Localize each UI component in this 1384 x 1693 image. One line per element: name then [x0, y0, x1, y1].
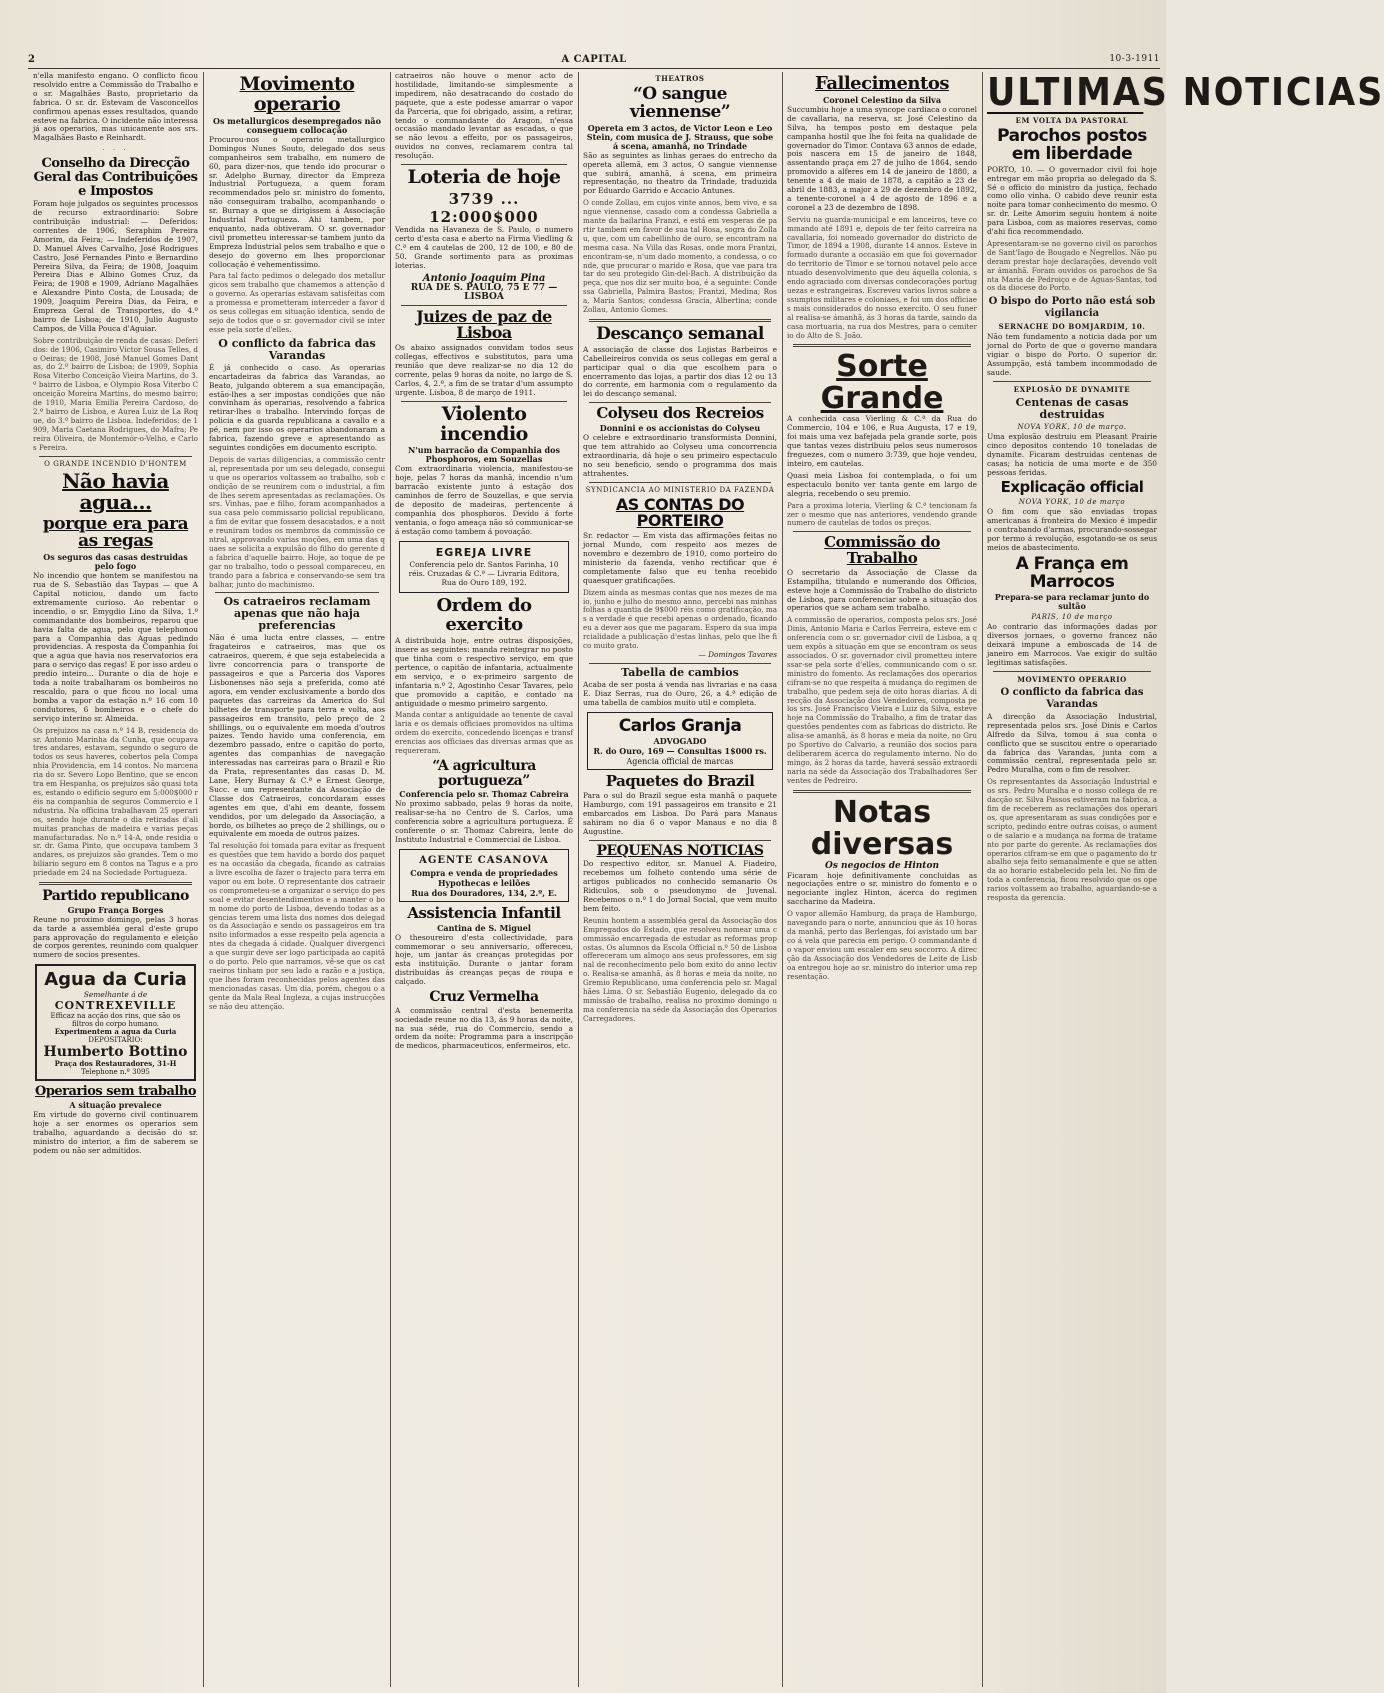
- article-title-bispo: O bispo do Porto não está sob vigilancia: [988, 296, 1156, 320]
- article-continuation: Serviu na guarda-municipal e em lanceiros, teve commando até 1891 e, depois de ter feito carreira na cavallaria, foi nomeado governador do districto de Timor, de 1894 a 1908, durante 14 annos. Esteve informado durante a occasião em que foi governador do territorio de Timor e se tornou notavel pelo accentuado desenvolvimento que deu áquella colonia, sendo agraciado com diversas condecorações portuguezas e estrangeiras. Escreveu varios livros sobre assumptos militares e coloniaes, e foi um dos officiaes mais considerados do nosso exercito. O seu funeral realisa-se ámanhã, ás 3 horas da tarde, saindo da casa mortuaria, na rua dos Mestres, para o cemiterio do Alto de S. João.: [787, 214, 977, 340]
- page-number: 2: [28, 54, 36, 65]
- article-title-incendio: Não havia agua...: [62, 468, 169, 514]
- ad-line: Efficaz na acção dos rins, que são os filtros do corpo humano.: [50, 1012, 181, 1029]
- divider: [993, 671, 1151, 672]
- ad-line: Experimentem a agua da Curia: [54, 1027, 177, 1037]
- ad-subtitle: ADVOGADO: [653, 736, 707, 747]
- ad-address: R. do Ouro, 169 — Consultas 1$000 rs.: [593, 746, 767, 757]
- lottery-address: RUA DE S. PAULO, 75 E 77 — LISBOA: [410, 282, 558, 302]
- column-5: [784, 72, 980, 1687]
- column-2: [206, 72, 388, 1687]
- article-subtitle-assistencia: Cantina de S. Miguel: [437, 922, 531, 933]
- article-title-incendio-violento: Violento incendio: [440, 402, 528, 445]
- article-continuation: Tal resolução foi tomada para evitar as frequentes questões que tem havido a bordo dos paquetes na occasião da chegada, ficando as catraias a livre escolha de fazer o trajecto para terra em vapor ou em bote. O representante dos catraeiros comprometeu-se a organizar o serviço do pessoal e evitar desentendimentos e a manter o bom nome do porto de Lisboa, devendo todas as agencias terem uma lista dos nomes dos delegados da Associação e sendo os passageiros em transito informados a esse respeito pela agencia antes da chegada á cidade. Qualquer divergencia que surgir deve ser logo participada ao capitão do porto. Pelo que narramos, vê-se que os catraeiros tinham por seu lado a razão e a justiça, que lhes foram reconhecidas pelos agentes das mencionadas casas. Um dia, porém, chegou o agente da Mala Real Ingleza, a cujas instrucções se não deu attenção.: [209, 841, 386, 1011]
- article-continuation: A commissão de operarios, composta pelos srs. José Dinis, Antonio Maria e Carlos Ferreira, esteve em conferencia com o sr. governador civil de Lisboa, a quem expôs a situação em que se encontram os seus associados. O sr. governador civil prometteu interessar-se pela sorte d'elles, communicando com o sr. ministro do fomento. As reclamações dos operarios cifram-se no que respeita á mudança do regimen de trabalho, que pedem seja de oito horas diarias. A direcção da Associação dos Vendedores, composta pelos srs. José Francisco Vieira e Luiz da Silva, esteve hoje na Commissão do Trabalho, a fim de tratar das questões pendentes com as fabricas do districto. Realisa-se amanhã, ás 8 horas e meia da noite, no Grupo Sportivo do Calvario, a reunião dos socios para deliberarem ácerca do regulamento interno. No domingo, ás 2 horas da tarde, haverá sessão extraordinaria na séde da Associação dos Trabalhadores Serventes de Pedreiro.: [787, 615, 977, 785]
- divider: [401, 164, 567, 165]
- notice-title: EGREJA LIVRE: [435, 545, 533, 559]
- column-1: [30, 72, 201, 1687]
- article-continuation: Os representantes da Associação Industrial e os srs. Pedro Muralha e o nosso collega de redacção sr. Silva Passos estiveram na fabrica, a fim de receberem as reclamações dos operarios, que apresentaram as suas condições por escripto, pedindo entre outras coisas, o aumento de salario e a mudança na forma de tratamento por parte do gerente. As reclamações dos operarios cifram-se em que o pagamento do trabalho seja feito semanalmente e que se attenda ao horario estabelecido pela lei. No fim de toda a conferencia, ficou resolvido que os operarios voltassem ao trabalho, aguardando-se a resposta da gerencia.: [987, 777, 1157, 903]
- divider: [793, 790, 971, 793]
- divider: [793, 344, 971, 347]
- article-continuation: Manda contar a antiguidade ao tenente de cavallaria e os demais officiaes promovidos na ultima ordem do exercito, concedendo licenças e transferencias aos officiaes das diversas armas que as requereram.: [395, 710, 573, 756]
- article-continuation: Reuniu hontem a assembléa geral da Associação dos Empregados do Estado, que resolveu nomear uma commissão encarregada de estudar as reformas propostas. Os alumnos da Escola Official n.º 50 de Lisboa offereceram um almoço aos seus professores, em signal de reconhecimento pelo bom exito do anno lectivo. Realisa-se amanhã, ás 8 horas e meia da noite, no Gremio Republicano, uma conferencia pelo sr. Magalhães Lima. O sr. Sebastião Eugenio, delegado da commissão de trabalho, realisa no proximo domingo uma conferencia na séde da Associação dos Operarios Carregadores.: [583, 915, 777, 1023]
- article-body-fallecimentos: Succumbiu hoje a uma syncope cardiaca o coronel de cavallaria, na reserva, sr. José Celestino da Silva, ha tempos posto em destaque pela campanha hostil que lhe foi feita na qualidade de governador do Timor. Contava 63 annos de edade, pois nascera em 15 de janeiro de 1848, assentando praça em 27 de julho de 1864, sendo promovido a alferes em 14 de janeiro de 1880, a tenente a 4 de maio de 1878, a capitão a 23 de abril de 1883, a major a 29 de dezembro de 1892, a tenente-coronel a 4 de agosto de 1896 e a coronel a 23 de dezembro de 1898.: [787, 104, 977, 212]
- masthead-rule: [28, 68, 1160, 69]
- column-separator: [203, 72, 204, 1687]
- article-body-dynamite: Uma explosão destruiu em Pleasant Prairie cinco depositos contendo 10 toneladas de dynamite. Ficaram destruidas centenas de casas; ha noticia de uma morte e de 350 pessoas feridas.: [987, 431, 1157, 477]
- article-continuation: Os prejuizos na casa n.º 14 B, residencia do sr. Antonio Marinha da Cunha, que ocupava tres andares, estavam, segundo o seguro de todos os seus haveres, cobertos pela Companhia Providencia, em 14 contos. No marcenaria do sr. Severo Lopo Bentino, que se encontra em Hespanha, os prejuizos são quasi totaes, estando o edificio seguro em 5:000$000 réis na companhia de seguros Commercio e Industria. Na officina trabalhavam 25 operarios, sendo hoje durante o dia retiradas d'ali muitas pranchas de madeira e varias peças manufacturadas. No n.º 14-A, onde residia o sr. dr. Gama Pinto, que occupava tambem 3 andares, os prejuizos são grandes. Tem o mobiliario seguro em 8 contos na Tagus e a propriedade em 24 na Sociedade Portugueza.: [33, 725, 198, 878]
- notice-egreja-livre: [399, 541, 569, 594]
- article-title-cambios: Tabella de cambios: [621, 665, 739, 679]
- divider: · · ·: [102, 146, 129, 155]
- article-title-movimento: Movimento operario: [239, 73, 355, 115]
- ad-label: DEPOSITARIO:: [88, 1036, 143, 1045]
- ad-brand: CONTREXEVILLE: [54, 999, 177, 1013]
- article-title-sorte-grande: Sorte Grande: [820, 349, 944, 417]
- lottery-seller: Antonio Joaquim Pina: [422, 272, 546, 284]
- ad-line: Compra e venda de propriedades: [410, 867, 558, 878]
- article-body-sorte-grande-2: Quasi meia Lisboa foi contemplada, o foi um espectaculo bonito ver tanta gente em largo de alegria, recebendo o seu premio.: [787, 470, 977, 498]
- article-body-operarios: Em virtude do governo civil continuarem hoje a ser enormes os operarios sem trabalho, aguardando a decisão do sr. ministro do interior, a fim de saberem se podem ou não ser admitidos.: [33, 1109, 198, 1155]
- article-title-operarios: Operarios sem trabalho: [35, 1084, 196, 1100]
- article-body-bispo: Não tem fundamento a noticia dada por um jornal do Porto de que o governo mandara vigiar o bispo do Porto. O superior dr. Assumpção, está tambem incommodado de saude.: [987, 332, 1157, 377]
- ad-owner: Humberto Bottino: [43, 1044, 188, 1061]
- article-title-incendio-2: porque era para as regas: [42, 513, 189, 552]
- column-separator: [982, 72, 983, 1687]
- ad-title: Carlos Granja: [618, 715, 742, 736]
- article-title-partido: Partido republicano: [42, 888, 189, 905]
- article-title-cruz-vermelha: Cruz Vermelha: [429, 989, 539, 1006]
- divider: [793, 531, 971, 532]
- article-subtitle-incendio: Os seguros das casas destruidas pelo fogo: [43, 552, 188, 572]
- article-subtitle-franca: Prepara-se para reclamar junto do sultão: [994, 592, 1150, 612]
- column-3: [392, 72, 576, 1687]
- divider: [589, 402, 771, 403]
- article-body-conselho: Foram hoje julgados os seguintes processos de recurso extraordinario: Sobre contribuição industrial: — Deferidos: correntes de 1906, Seraphim Pereira Amorim, da Feira; — Indeferidos de 1907, D. Manuel Alves Carvalho, José Rodrigues Castro, José Fernandes Pinto e Bernardino Pereira Silva, da Feira; de 1908, Joaquim Pereira Dias e Albino Gomes Cruz, da Feira; de 1908 e 1909, Adriano Magalhães e Alexandre Pinto Costa, de Lousada; de 1909, Joaquim Pereira Dias, da Feira, e Empreza Geral de Transportes, do 4.º bairro de Lisboa; de 1910, Julio Augusto Campos, de Villa Pouca d'Aguiar.: [33, 199, 198, 333]
- article-body-sorte-grande: A conhecida casa Vierling & C.ª da Rua do Commercio, 104 e 106, e Rua Augusta, 17 e 19, foi mais uma vez bafejada pela grande sorte, pois que tantas vezes distribuiu pelos seus numerosos freguezes, com o numero 3:739, que hoje vendeu, inteiro, em cautelas.: [787, 414, 977, 468]
- article-continuation: O conde Zollau, em cujos vinte annos, bem vivo, e sangue viennense, casado com a condessa Gabriella amante da bailarina Franzi, e está em vesperas de partir tambem em favor de sua tal Rosa, sogra do Zollau, que, com um cabellinho de ouro, se encontram na mesma casa. Na Villa das Rosas, onde mora Frantzi, encontram-se, n'um dado momento, a condessa, o conde, que procurar o marido e Rosa, que vae para tratar do seu protegido Gin-del-Bach. A distribuição da peça, que nos diz ser muito boa, é a seguinte: Condessa Gabriella, Palmira Bastos; Frantzi, Medina; Rosa, Maria Santos; condessa Gracia, Albertina; conde Zollau, Antonio Gomes.: [583, 198, 777, 315]
- article-dateline-explicacao: NOVA YORK, 10 de março: [1018, 498, 1126, 507]
- article-subtitle-partido: Grupo França Borges: [67, 904, 164, 915]
- article-kicker-fazenda: SYNDICANCIA AO MINISTERIO DA FAZENDA: [585, 485, 775, 494]
- article-title-colyseu: Colyseu dos Recreios: [596, 404, 764, 423]
- article-body-explicacao: O fim com que são enviadas tropas americanas á fronteira do Mexico é impedir o contrabando d'armas, procurando-sossegar por termo á revolução, esgotando-se os seus meios de abastecimento.: [987, 507, 1157, 552]
- article-body-agricultura: No proximo sabbado, pelas 9 horas da noite, realisar-se-ha no Centro de S. Carlos, uma conferencia sobre a agricultura portugueza. É conferente o sr. Thomaz Cabreira, lente do Instituto Industrial e Commercial de Lisboa.: [395, 799, 573, 844]
- article-subtitle-agricultura: Conferencia pelo sr. Thomaz Cabreira: [399, 789, 569, 800]
- section-label-pastoral: EM VOLTA DA PASTORAL: [1015, 116, 1129, 125]
- article-body-movimento: Procurou-nos o operario metallurgico Domingos Nunes Souto, delegado dos seus companheiros sem trabalho, em numero de 60, para dizer-nos, que tendo ido procurar o sr. Adelpho Burnay, director da Empreza Industrial Portugueza, a quem foram recommendados pelo sr. ministro do fomento, não conseguiram trabalho, acompanhando o sr. Burnay a que se dirigissem á Associação Industrial Portugueza. Ahi tambem, por enquanto, nada obtiveram. O sr. governador civil prometteu interessar-se tambem junto da Empreza Industrial pelos sem trabalho e que o desejo do governo em lhes proporcionar collocação é vehementissimo.: [209, 134, 385, 269]
- ad-address: Rua dos Douradores, 134, 2.º, E.: [411, 887, 557, 898]
- article-continuation: Para a proxima loteria, Vierling & C.ª tencionam fazer o mesmo que nas anteriores, vendendo grande numero de cautelas de todos os preços.: [787, 500, 977, 528]
- column-separator: [782, 72, 783, 1687]
- article-body-incendio: No incendio que hontem se manifestou na rua de S. Sebastião das Taypas — que A Capital noticiou, dando um facto extremamente curioso. Ao rebentar o incendio, o sr. Emygdio Lino da Silva, 1.º commandante dos bombeiros, reparou que havia falta de agua, pelo que telephonou para a Companhia das Aguas pedindo providencias. A resposta da Companhia foi que a agua que havia nos reservatorios era para o serviço das regas! E por isso ardeu o predio inteiro... Durante o dia de hoje e toda a noite trabalharam os bombeiros no rescaldo, para o que ficou no local uma bomba a vapor da estação n.º 16 com 10 condutores, 6 bombeiros e o chefe do serviço interino sr. Almeida.: [33, 571, 198, 723]
- ad-title: AGENTE CASANOVA: [419, 854, 549, 866]
- article-subtitle-notas-diversas: Os negocios de Hinton: [824, 860, 940, 871]
- column-7-edge: [1162, 72, 1168, 1687]
- divider: [589, 663, 771, 664]
- article-kicker-movimento: MOVIMENTO OPERARIO: [1017, 674, 1127, 684]
- article-body-fazenda: Sr. redactor — Em vista das affirmações feitas no jornal Mundo, com respeito aos mezes de novembro e dezembro de 1910, como porteiro do ministerio da fazenda, venho rectificar que é completamente falso que eu tenha recebido quaesquer gratificações.: [583, 531, 777, 585]
- ad-title: Agua da Curia: [44, 969, 187, 991]
- advertisement-agua-da-curia: [35, 964, 196, 1081]
- divider: [215, 592, 379, 593]
- advertisement-carlos-granja: [587, 712, 773, 771]
- article-title-ordem: Ordem do exercito: [436, 595, 532, 636]
- article-title-loteria: Loteria de hoje: [407, 166, 561, 189]
- divider: [993, 381, 1151, 382]
- lead-paragraph: catraeiros não houve o menor acto de hostilidade, limitando-se simplesmente a impedirem, não desatracando do costado do paquete, que a este podesse amarrar o vapor da Parceria, que foi obrigado, assim, a retirar, tendo o commandante do Aragon, n'essa occasião mandado levantar as escadas, o que se não levou a effeito, por os passageiros, ouvidos no conves, reclamarem contra tal resolução.: [395, 71, 573, 161]
- article-title-commissao: Commissão do Trabalho: [824, 533, 940, 568]
- article-title-assistencia: Assistencia Infantil: [407, 903, 561, 922]
- article-subtitle-operarios: A situação prevalece: [69, 1099, 162, 1110]
- advertisement-agente-casanova: [399, 849, 569, 902]
- article-title-agricultura: “A agricultura portugueza”: [432, 757, 536, 789]
- article-title-parochos: Parochos postos em liberdade: [997, 126, 1147, 164]
- ad-phone: Telephone n.º 3095: [81, 1068, 150, 1077]
- column-separator: [578, 72, 579, 1687]
- article-title-juizes: Juizes de paz de Lisboa: [416, 306, 552, 343]
- column-4: [580, 72, 780, 1687]
- article-dateline-franca: PARIS, 10 de março: [1031, 613, 1113, 622]
- divider: [39, 456, 192, 457]
- article-title-catraeiros: Os catraeiros reclamam apenas que não haja preferencias: [223, 595, 371, 633]
- article-body-cambios: Acaba de ser posta á venda nas livrarias e na casa E. Diaz Serras, rua do Ouro, 26, a 4.ª edição de uma tabella de cambios muito util e completa.: [583, 679, 777, 707]
- article-body-assistencia: O thesoureiro d'esta collectividade, para commemorar o seu anniversario, offereceu, hoje, um jantar ás creanças protegidas por esta instituição. Durante o jantar foram distribuidas ás creanças peças de roupa e calçado.: [395, 932, 573, 987]
- lottery-winning-number: 3739 ... 12:000$000: [429, 190, 539, 226]
- column-separator: [390, 72, 391, 1687]
- ad-subtitle: Semelhante á de: [83, 990, 148, 1000]
- article-body-varandas: A direcção da Associação Industrial, representada pelos srs. José Dinis e Carlos Alfredo da Silva, tomou á sua conta o conflicto que se suscitou entre o operariado da fabrica das Varandas, junta com a commissão central, representada pelo sr. Pedro Muralha, com o fim de resolver.: [987, 711, 1157, 775]
- article-body-loteria: Vendida na Havaneza de S. Paulo, o numero certo d'esta casa e aberto na Firma Viedling & C.ª em 4 cautelas de 200, 12 de 100, e 80 de 50. Grande sortimento para as proximas loterias.: [395, 225, 573, 270]
- article-continuation: Dizem ainda as mesmas contas que nos mezes de maio, junho e julho do mesmo anno, percebi nas minhas folhas a quantia de 9$000 réis como gratificação, mas a verdade é que recebi apenas o ordenado, ficando eu a dever aos que me pagaram. Espero da sua imparcialidade a publicação d'estas linhas, pelo que lhe fico muito grato.: [583, 587, 777, 651]
- article-continuation: O vapor allemão Hamburg, da praça de Hamburgo, navegando para o norte, annunciou que ás 10 horas da manhã, perto das Berlengas, foi avistado um barco á vela que parecia em perigo. O commandante do vapor enviou um escaler em seu soccorro. A direcção da Associação dos Vendedores de Leite de Lisboa entregou hoje ao sr. ministro do interior uma representação.: [787, 909, 977, 981]
- article-body-incendio-violento: Com extraordinaria violencia, manifestou-se hoje, pelas 7 horas da manhã, incendio n'um barracão existente junto á estação dos caminhos de ferro de Souzellas, e que servia de deposito de madeiras, pertencente á companhia dos phosphoros. Devido á forte ventania, o fogo ameaça não só communicar-se á estação como tambem á povoação.: [395, 464, 573, 536]
- article-title-explicacao: Explicação official: [1000, 478, 1144, 497]
- article-title-pequenas: PEQUENAS NOTICIAS: [596, 842, 764, 859]
- article-title-conflicto: O conflicto da fabrica das Varandas: [218, 336, 376, 362]
- article-title-descanco: Descanço semanal: [596, 324, 764, 344]
- article-body-franca: Ao contrario das informações dadas por diversos jornaes, o governo francez não deixará impune a emboscada de 14 de janeiro em Marrocos. Vae exigir do sultão legitimas satisfações.: [987, 622, 1157, 668]
- ad-address: Praça dos Restauradores, 31-H: [54, 1059, 177, 1069]
- divider: [401, 305, 567, 306]
- paper-name: A CAPITAL: [561, 54, 627, 65]
- article-title-dynamite: Centenas de casas destruidas: [1015, 395, 1129, 421]
- article-dateline-dynamite: NOVA YORK, 10 de março.: [1017, 422, 1127, 431]
- article-body-cruz-vermelha: A commissão central d'esta benemerita sociedade reune no dia 13, ás 9 horas da noite, na sua séde, rua do Commercio, sendo a ordem da noite: Programma para a inscripção de medicos, pharmaceuticos, enfermeiros, etc.: [395, 1005, 573, 1051]
- article-title-fallecimentos: Fallecimentos: [815, 73, 949, 94]
- article-continuation: Depois de varias diligencias, a commissão central, representada por um seu delegado, conseguiu que os operarios voltassem ao trabalho, sob condição de se reunirem com o industrial, a fim de lhes serem apresentadas as reclamações. Os srs. Vinhas, pae e filho, foram acompanhados a sua casa pelo commissario policial republicano, a fim de evitar que fossem desacatados, e a noite reuniram todos os membros da commissão central, approvando varias moções, em uma das quaes se solicita a expulsão do filho do gerente da fabrica d'aquelle bairro. Hoje, ao toque de pegar no trabalho, todo o pessoal compareceu, entrando para a fabrica e conservando-se sem trabalhar, junto do machinismo.: [209, 454, 385, 589]
- article-body-sangue: São as seguintes as linhas geraes do entrecho da opereta allemã, em 3 actos, O sangue viennense que subirá, amanhã, á scena, em primeira representação, no theatro da Trindade, traduzida por Eduardo Garrido e Accacio Antunes.: [583, 150, 777, 196]
- article-body-juizes: Os abaixo assignados convidam todos seus collegas, effectivos e substitutos, para uma reunião que deve realizar-se no dia 12 do corrente, pelas 9 horas da noite, no largo de S. Carlos, 4, 2.º, a fim de se tratar d'um assumpto urgente. Lisboa, 8 de março de 1911.: [395, 343, 573, 397]
- article-title-paquetes: Paquetes do Brazil: [605, 772, 755, 791]
- article-title-fazenda: AS CONTAS DO PORTEIRO: [615, 494, 745, 531]
- divider: [589, 319, 771, 322]
- article-body-ordem: A distribuida hoje, entre outras disposições, insere as seguintes: manda reintegrar no posto que tinha com o respectivo serviço, em que pertence, o capitão de infantaria, actualmente em serviço, e o ex-primeiro sargento de infantaria n.º 2, Agostinho Cesar Tavares, pelo que promovido a capitão, e contado na antiguidade o mesmo primeiro sargento.: [395, 636, 573, 708]
- article-title-varandas: O conflicto da fabrica das Varandas: [1000, 686, 1144, 710]
- article-subtitle-fallecimentos: Coronel Celestino da Silva: [823, 94, 941, 105]
- article-body-descanco: A associação de classe dos Lojistas Barbeiros e Cabelleireiros convida os seus collegas em geral a participar qual o dia que escolhem para o encerramento das lojas, a partir dos dias 12 ou 13 do corrente, em harmonia com o regulamento da lei do descanço semanal.: [583, 344, 777, 399]
- article-body-notas-diversas: Ficaram hoje definitivamente concluidas as negociações entre o sr. ministro do fomento e o negociante inglez Hinton, ácerca do regimen saccharino da Madeira.: [787, 870, 977, 907]
- article-body-conflicto: É já conhecido o caso. As operarias encartadeiras da fabrica das Varandas, ao Beato, julgando obterem a sua emancipação, estão-lhes a ser impostas condições que não convinham ás operarias, resolvendo a fabrica retirar-lhes o trabalho. Intervindo forças de policia e da guarda republicana a cavallo e a pé, nem por isso os operarios abandonaram a fabrica, fazendo greve e apresentando as seguintes condições em documento escripto.: [209, 362, 385, 452]
- article-subtitle-sangue: Opereta em 3 actos, de Victor Leon e Leo Stein, com musica de J. Strauss, que sobe á scena, amanhã, no Trindade: [586, 122, 774, 151]
- article-body-catraeiros: Não é uma lucta entre classes, — entre fragateiros e catraeiros, mas que os catraeiros, querem, é que seja estabelecida a livre concorrencia para o transporte de passageiros e que a Parceria dos Vapores Lisbonenses não seja a preferida, como até agora, em vender exclusivamente a bordo dos paquetes das carreiras da America do Sul bilhetes de transporte para terra e volta, aos passageiros em transito, pelo preço de 2 shillings, ou o equivalente em moeda d'outros paizes. Tendo havido uma conferencia, em dezembro passado, entre o capitão do porto, agentes das companhias de navegação interessadas nas carreiras para o Brazil e Rio da Prata, representantes das casas D. M. Lane, Hery Burnay & C.ª e Ernest George, Succ. e um representante da Associação de Classe dos Catraeiros, concordaram esses agentes em que, d'ahi em deante, fossem vendidos, por um delegado da Associação, a bordo, os bilhetes ao preço de 2 shillings, ou o equivalente em moeda de outros paizes.: [209, 633, 385, 839]
- column-6: [984, 70, 1384, 1687]
- article-body-parochos: PORTO, 10. — O governador civil foi hoje entregar em mão propria ao delegado da S. Sé o officio do ministro da justiça, fechado como ollo vinha. O cabido deve reunir esta noite para tomar conhecimento do mesmo. O sr. dr. Leite Amorim seguiu hontem á noite para Lisboa, com as maiores reservas, como d'ahi fica recommendado.: [987, 164, 1157, 237]
- section-title-ultimas-noticias: ULTIMAS NOTICIAS: [987, 70, 1384, 114]
- divider: [589, 840, 771, 841]
- divider: [39, 882, 192, 885]
- article-dateline-bispo: SERNACHE DO BOMJARDIM, 10.: [998, 322, 1146, 332]
- letter-signature: — Domingos Tavares: [698, 649, 777, 659]
- divider: [589, 482, 771, 483]
- article-subtitle-movimento: Os metallurgicos desempregados não conseguem collocação: [213, 115, 381, 135]
- section-label-theatros: THEATROS: [655, 74, 705, 83]
- article-continuation: Para tal facto pedimos o delegado dos metallurgicos sem trabalho que chamemos a attenção do governo. As operarias estavam satisfeitas com a promessa e prometteram interceder a favor dos seus collegas em situação identica, sendo desejo de todos que o sr. governador civil se interesse pela sorte d'elles.: [209, 271, 385, 334]
- article-subtitle-colyseu: Donnini e os accionistas do Colyseu: [599, 423, 761, 434]
- article-continuation: Sobre contribuição de renda de casas: Deferidos: de 1906, Casimiro Victor Sousa Telles, do Oeiras; de 1908, José Manuel Gomes Dantas, do 2.º bairro de Lisboa; de 1909, Sophia Rosa Viterbo Conceição Vieira Martins, do 3.º bairro de Lisboa, e Olympio Rosa Viterbo Conceição Moreira Martins, do mesmo bairro; de 1910, Maria Emilia Pereira Cardoso, do 2.º bairro de Lisboa, e Aurea Luiz de La Roque, do 3.º bairro de Lisboa. Indeferidos: de 1909, Maria Caetana Rodrigues, do Mafra; Pereira Oliveira, de Montemór-o-Velho, e Carlos Pereira.: [33, 335, 198, 452]
- article-continuation: Apresentaram-se no governo civil os parochos de Sant'Iago de Bougado e Negrellos. Não puderam prestar hoje declarações, devendo voltar ámanhã. Foram ouvidos os parochos de Santa Maria de Pedroiço e de Aguas-Santas, todos da diocese do Porto.: [987, 238, 1157, 293]
- article-body-commissao: O secretario da Associação de Classe da Estampilha, titulando e numerando dos Officios, esteve hoje a Commissão do Trabalho do districto de Lisboa, para conferenciar sobre a situação dos operarios que se acham sem trabalho.: [787, 567, 977, 613]
- article-body-colyseu: O celebre e extraordinario transformista Donnini, que tem attrahido ao Colyseu uma concorrencia extraordinaria, dá hoje o seu primeiro espectaculo no seu beneficio, sendo o programma dos mais attrahentes.: [583, 433, 777, 478]
- article-subtitle-incendio-violento: N'um barracão da Companhia dos Phosphoros, em Souzellas: [408, 445, 560, 465]
- article-body-partido: Reune no proximo domingo, pelas 3 horas da tarde a assembléa geral d'este grupo para approvação do regulamento e eleição de corpos gerentes, reunindo com qualquer numero de socios presentes.: [33, 914, 198, 960]
- ad-line: Agencia official de marcas: [626, 757, 734, 767]
- divider: [401, 401, 567, 402]
- article-title-franca: A França em Marrocos: [1015, 553, 1129, 592]
- article-body-pequenas: Do respectivo editor, sr. Manuel A. Fiadeiro, recebemos um folheto contendo uma série de artigos publicados no conhecido semanario Os Ridiculos, sob o pseudonymo de Juvenal. Recebemos o n.º 1 do Jornal Social, que vem muito bem feito.: [583, 859, 777, 913]
- lead-paragraph: n'ella manifesto engano. O conflicto ficou resolvido entre a Commissão do Trabalho e o sr. Magalhães Basto, proprietario da fabrica. O sr. dr. Estevam de Vasconcellos confirmou apenas esses resultados, quando esteve na fabrica. O incidente não interessa já aos operarios, mas unicamente aos srs. Magalhães Basto e Reinhardt.: [33, 71, 198, 143]
- ad-line: Hypothecas e leilões: [437, 877, 531, 888]
- article-kicker-incendio: O GRANDE INCENDIO D'HONTEM: [44, 459, 187, 468]
- article-title-sangue: “O sangue viennense”: [629, 84, 731, 122]
- article-kicker-dynamite: EXPLOSÃO DE DYNAMITE: [1013, 384, 1131, 394]
- article-body-paquetes: Para o sul do Brazil segue esta manhã o paquete Hamburgo, com 191 passageiros em transito e 21 embarcados em Lisboa. Do Pará para Manaus sahiram no dia 6 o vapor Manaus e no dia 8 Augustine.: [583, 791, 777, 836]
- article-title-notas-diversas: Notas diversas: [810, 794, 954, 862]
- issue-date: 10-3-1911: [1109, 54, 1160, 64]
- article-title-conselho: Conselho da Direcção Geral das Contribuições e Impostos: [33, 156, 198, 199]
- notice-body: Conferencia pelo dr. Santos Farinha, 10 réis. Cruzadas & C.ª — Livraria Editora, Rua do Ouro 189, 192.: [408, 559, 560, 587]
